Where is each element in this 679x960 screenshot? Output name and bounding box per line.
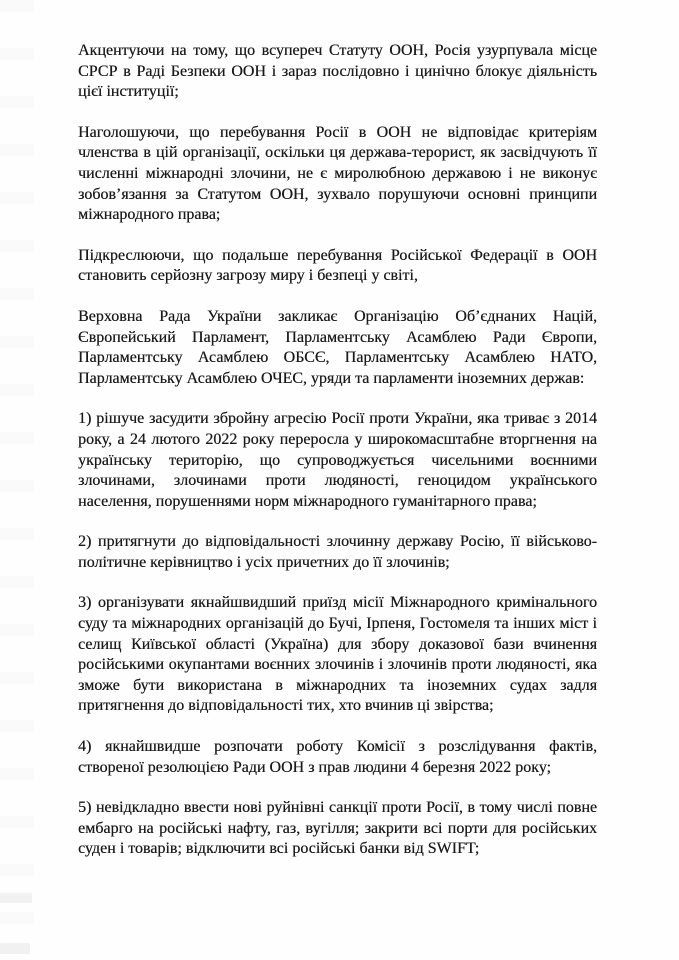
resolution-item-3: 3) організувати якнайшвидший приїзд місії Міжнародного кримінального суду та міжнародних організацій до Бучі, Ірпеня, Гостомеля та інших міст і селищ Київської області (Україна) для збору доказової бази вчинення російськими окупантами воєнних злочинів і злочинів проти людяності, яка зможе бути використана в міжнародних та іноземних судах задля притягнення до відповідальності тих, хто вчинив ці звірства; [78, 594, 597, 715]
preamble-clause-1: Акцентуючи на тому, що всупереч Статуту ООН, Росія узурпувала місце СРСР в Раді Безпеки ООН і зараз послідовно і цинічно блокує діяльність цієї інституції; [78, 42, 597, 101]
preamble-clause-3: Підкреслюючи, що подальше перебування Російської Федерації в ООН становить серйозну загрозу миру і безпеці у світі, [78, 246, 597, 285]
resolution-item-2: 2) притягнути до відповідальності злочинну державу Росію, її військово-політичне керівництво і усіх причетних до її злочинів; [78, 533, 597, 571]
preamble-clause-2: Наголошуючи, що перебування Росії в ООН не відповідає критеріям членства в цій організації, оскільки ця держава-терорист, як засвідчують її численні міжнародні злочини, не є миролюбною державою і не виконує зобов’язання за Статутом ООН, зухвало порушуючи основні принципи міжнародного права; [78, 123, 597, 224]
scan-edge-artifact [0, 0, 34, 960]
resolution-item-1: 1) рішуче засудити збройну агресію Росії проти України, яка триває з 2014 року, а 24 лютого 2022 року переросла у широкомасштабне вторгнення на українську територію, що супроводжується чисельними воєнними злочинами, злочинами проти людяності, геноцидом українського населення, порушеннями норм міжнародного гуманітарного права; [78, 410, 597, 510]
scan-smudge [0, 893, 32, 903]
resolution-item-4: 4) якнайшвидше розпочати роботу Комісії з розслідування фактів, створеної резолюцією Ради ООН з прав людини 4 березня 2022 року; [78, 738, 597, 776]
operative-lead-clause: Верховна Рада України закликає Організацію Об’єднаних Націй, Європейський Парламент, Парламентську Асамблею Ради Європи, Парламентську Асамблею ОБСЄ, Парламентську Асамблею НАТО, Парламентську Асамблею ОЧЕС, уряди та парламенти іноземних держав: [78, 307, 597, 387]
document-text-block [78, 41, 597, 860]
resolution-item-5: 5) невідкладно ввести нові руйнівні санкції проти Росії, в тому числі повне ембарго на російські нафту, газ, вугілля; закрити всі порти для російських суден і товарів; відключити всі російські банки від SWIFT; [78, 799, 597, 858]
scan-smudge [0, 943, 30, 954]
